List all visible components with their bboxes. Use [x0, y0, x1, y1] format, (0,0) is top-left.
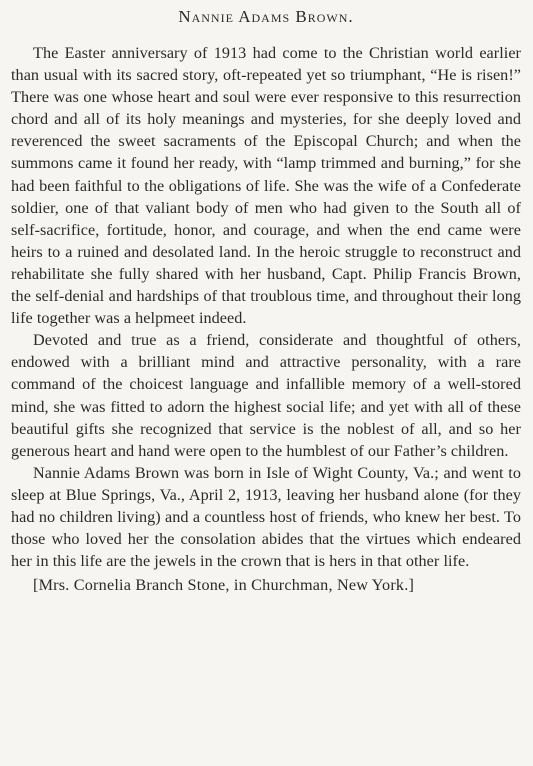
paragraph-1: The Easter anniversary of 1913 had come to the Christian world earlier than usual with its sacred story, oft-repeated yet so triumphant, “He is risen!” There was one whose heart and soul were ever responsive to this resurrection chord and all of its holy meanings and mysteries, for she deeply loved and reverenced the sweet sacraments of the Episcopal Church; and when the summons came it found her ready, with “lamp trimmed and burning,” for she had been faithful to the obligations of life. She was the wife of a Confederate soldier, one of that valiant body of men who had given to the South all of self-sacrifice, fortitude, honor, and courage, and when the end came were heirs to a ruined and desolated land. In the heroic struggle to reconstruct and rehabilitate she fully shared with her husband, Capt. Philip Francis Brown, the self-denial and hardships of that troublous time, and throughout their long life together was a helpmeet indeed.: [11, 44, 521, 328]
page-title: Nannie Adams Brown.: [178, 7, 354, 26]
paragraph-2: Devoted and true as a friend, considerate and thoughtful of others, endowed with a brilliant mind and attractive personality, with a rare command of the choicest language and infallible memory of a well-stored mind, she was fitted to adorn the highest social life; and yet with all of these beautiful gifts she recognized that service is the noblest of all, and so her generous heart and hand were open to the humblest of our Father’s children.: [11, 331, 521, 460]
citation: [Mrs. Cornelia Branch Stone, in Churchman, New York.]: [33, 576, 415, 595]
paragraph-3: Nannie Adams Brown was born in Isle of Wight County, Va.; and went to sleep at Blue Springs, Va., April 2, 1913, leaving her husband alone (for they had no children living) and a countless host of friends, who knew her best. To those who loved her the consolation abides that the virtues which endeared her in this life are the jewels in the crown that is hers in that other life.: [11, 463, 521, 571]
